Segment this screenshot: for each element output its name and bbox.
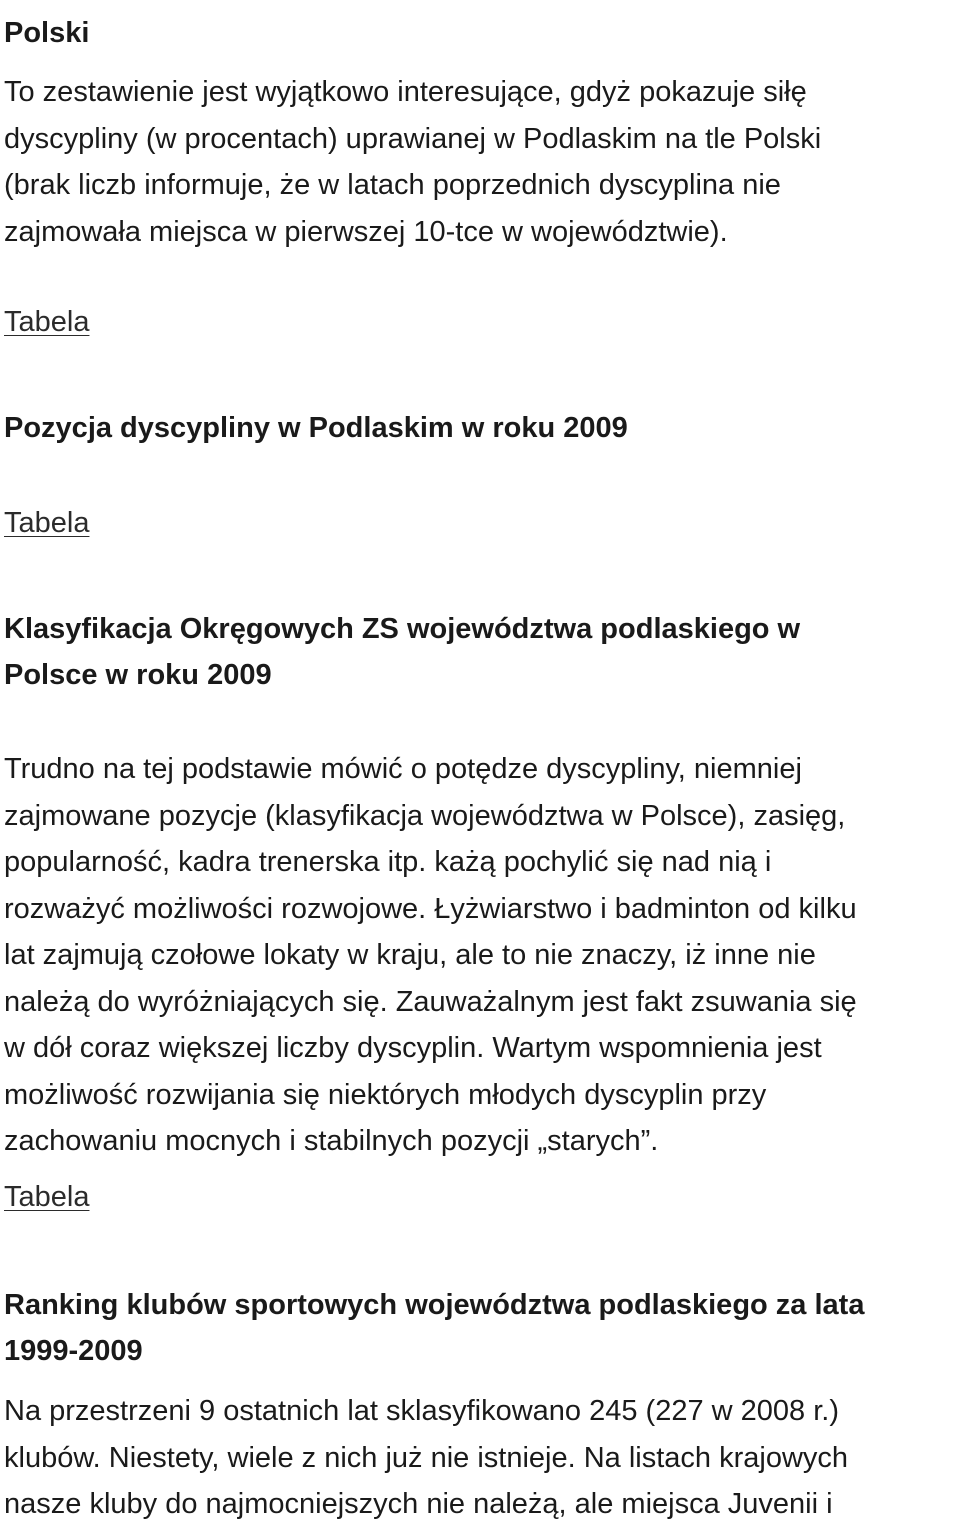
classification-heading-line: Polsce w roku 2009: [4, 659, 272, 691]
intro-paragraph: [4, 69, 821, 255]
analysis-line: możliwość rozwijania się niektórych młodych dyscyplin przy: [4, 1078, 767, 1111]
analysis-line: popularność, kadra trenerska itp. każą pochylić się nad nią i: [4, 846, 772, 878]
analysis-line: lat zajmują czołowe lokaty w kraju, ale to nie znaczy, iż inne nie: [4, 939, 816, 971]
table-link[interactable]: Tabela: [4, 507, 90, 539]
ranking-heading-line: Ranking klubów sportowych województwa podlaskiego za lata: [4, 1289, 865, 1321]
ranking-line: nasze kluby do najmocniejszych nie należą, ale miejsca Juvenii i: [4, 1488, 833, 1520]
analysis-line: zajmowane pozycje (klasyfikacja województwa w Polsce), zasięg,: [4, 799, 846, 832]
language-heading: Polski: [4, 17, 90, 49]
position-heading: Pozycja dyscypliny w Podlaskim w roku 2009: [4, 412, 628, 444]
intro-line: (brak liczb informuje, że w latach poprzednich dyscyplina nie: [4, 169, 781, 201]
intro-line: dyscypliny (w procentach) uprawianej w Podlaskim na tle Polski: [4, 122, 822, 155]
analysis-line: rozważyć możliwości rozwojowe. Łyżwiarstwo i badminton od kilku: [4, 892, 857, 925]
classification-heading-line: Klasyfikacja Okręgowych ZS województwa podlaskiego w: [4, 613, 801, 645]
ranking-heading: [4, 1282, 864, 1374]
ranking-heading-line: 1999-2009: [4, 1335, 143, 1367]
analysis-paragraph: [4, 746, 857, 1165]
ranking-line: klubów. Niestety, wiele z nich już nie istnieje. Na listach krajowych: [4, 1441, 849, 1474]
ranking-paragraph: [4, 1388, 848, 1528]
classification-heading: [4, 606, 800, 698]
intro-line: To zestawienie jest wyjątkowo interesujące, gdyż pokazuje siłę: [4, 76, 807, 108]
table-link[interactable]: Tabela: [4, 1181, 90, 1213]
analysis-line: należą do wyróżniających się. Zauważalnym jest fakt zsuwania się: [4, 985, 857, 1018]
intro-line: zajmowała miejsca w pierwszej 10-tce w województwie).: [4, 215, 728, 248]
analysis-line: Trudno na tej podstawie mówić o potędze dyscypliny, niemniej: [4, 753, 802, 785]
analysis-line: zachowaniu mocnych i stabilnych pozycji „starych”.: [4, 1125, 659, 1157]
analysis-line: w dół coraz większej liczby dyscyplin. Wartym wspomnienia jest: [4, 1032, 822, 1064]
ranking-line: Na przestrzeni 9 ostatnich lat sklasyfikowano 245 (227 w 2008 r.): [4, 1395, 839, 1427]
table-link[interactable]: Tabela: [4, 306, 90, 338]
